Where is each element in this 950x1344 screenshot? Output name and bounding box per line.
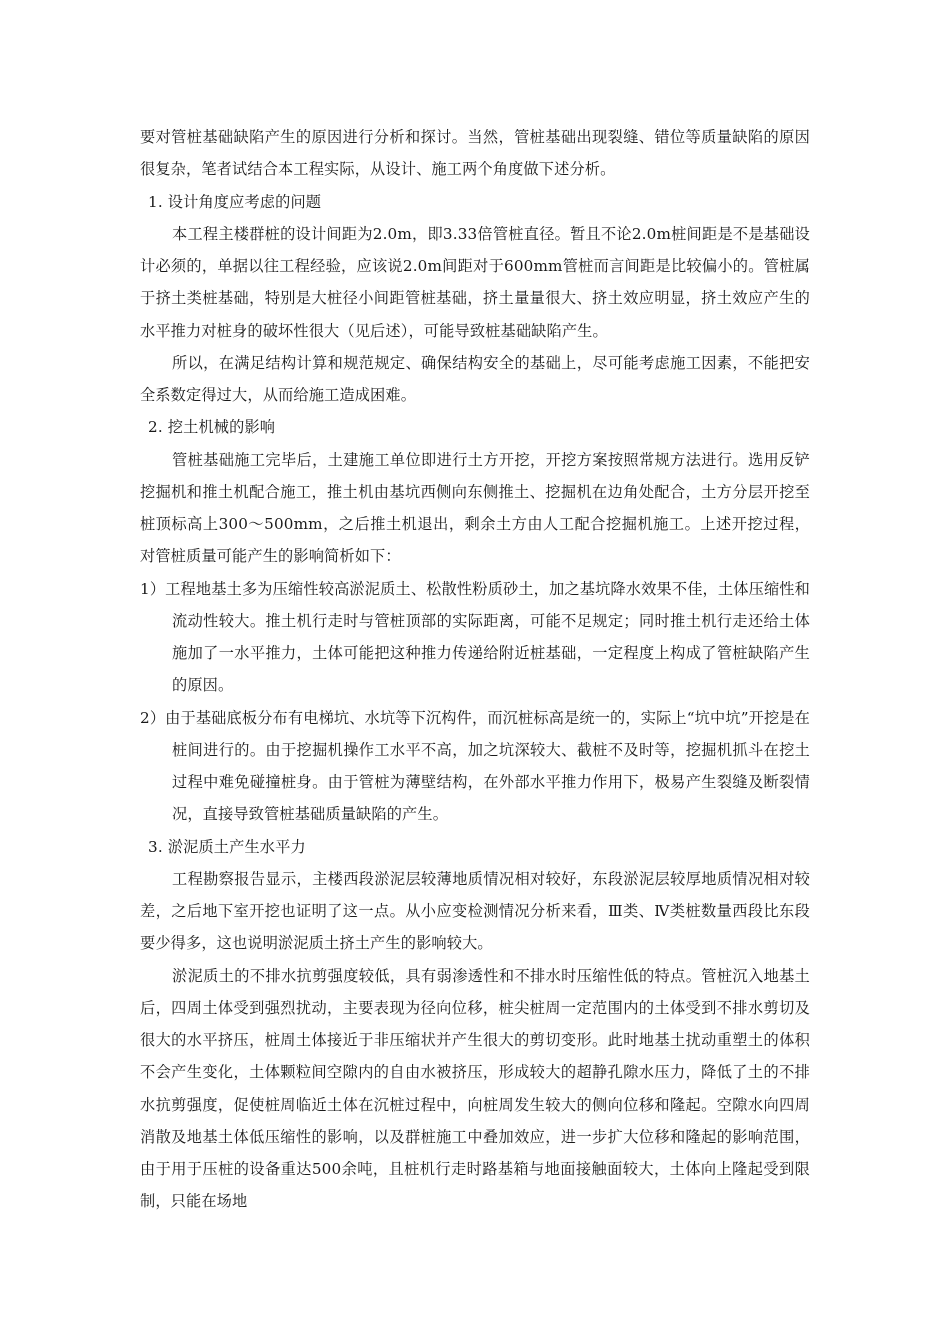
list-item-2: 2）由于基础底板分布有电梯坑、水坑等下沉构件，而沉桩标高是统一的，实际上“坑中坑”开挖是在桩间进行的。由于挖掘机操作工水平不高，加之坑深较大、截桩不及时等，挖掘机抓斗在挖土过程中难免碰撞桩身。由于管桩为薄壁结构，在外部水平推力作用下，极易产生裂缝及断裂情况，直接导致管桩基础质量缺陷的产生。 xyxy=(140,708,810,824)
paragraph-design-conclusion: 所以，在满足结构计算和规范规定、确保结构安全的基础上，尽可能考虑施工因素，不能把安全系数定得过大，从而给施工造成困难。 xyxy=(140,353,810,404)
section-heading-3: 3. 淤泥质土产生水平力 xyxy=(148,837,306,856)
paragraph-intro-continuation: 要对管桩基础缺陷产生的原因进行分析和探讨。当然，管桩基础出现裂缝、错位等质量缺陷的原因很复杂，笔者试结合本工程实际，从设计、施工两个角度做下述分析。 xyxy=(140,128,810,179)
paragraph-design-spacing: 本工程主楼群桩的设计间距为2.0m，即3.33倍管桩直径。暂且不论2.0m桩间距是不是基础设计必须的，单据以往工程经验，应该说2.0m间距对于600mm管桩而言间距是比较偏小的。管桩属于挤土类桩基础，特别是大桩径小间距管桩基础，挤土量量很大、挤土效应明显，挤土效应产生的水平推力对桩身的破坏性很大（见后述），可能导致桩基础缺陷产生。 xyxy=(140,224,810,340)
section-heading-1: 1. 设计角度应考虑的问题 xyxy=(148,192,322,211)
section-heading-2: 2. 挖土机械的影响 xyxy=(148,418,276,437)
document-body xyxy=(140,121,810,1218)
list-item-1: 1）工程地基土多为压缩性较高淤泥质土、松散性粉质砂土，加之基坑降水效果不佳，土体压缩性和流动性较大。推土机行走时与管桩顶部的实际距离，可能不足规定；同时推土机行走还给土体施加了一水平推力，土体可能把这种推力传递给附近桩基础，一定程度上构成了管桩缺陷产生的原因。 xyxy=(140,579,810,695)
paragraph-survey-report: 工程勘察报告显示，主楼西段淤泥层较薄地质情况相对较好，东段淤泥层较厚地质情况相对较差，之后地下室开挖也证明了这一点。从小应变检测情况分析来看，Ⅲ类、Ⅳ类桩数量西段比东段要少得多，这也说明淤泥质土挤土产生的影响较大。 xyxy=(140,869,810,953)
paragraph-excavation-method: 管桩基础施工完毕后，土建施工单位即进行土方开挖，开挖方案按照常规方法进行。选用反铲挖掘机和推土机配合施工，推土机由基坑西侧向东侧推土、挖掘机在边角处配合，土方分层开挖至桩顶标高上300～500mm，之后推土机退出，剩余土方由人工配合挖掘机施工。上述开挖过程，对管桩质量可能产生的影响简析如下： xyxy=(140,450,810,566)
paragraph-silt-analysis: 淤泥质土的不排水抗剪强度较低，具有弱渗透性和不排水时压缩性低的特点。管桩沉入地基土后，四周土体受到强烈扰动，主要表现为径向位移，桩尖桩周一定范围内的土体受到不排水剪切及很大的水平挤压，桩周土体接近于非压缩状并产生很大的剪切变形。此时地基土扰动重塑土的体积不会产生变化，土体颗粒间空隙内的自由水被挤压，形成较大的超静孔隙水压力，降低了土的不排水抗剪强度，促使桩周临近土体在沉桩过程中，向桩周发生较大的侧向位移和隆起。空隙水向四周消散及地基土体低压缩性的影响，以及群桩施工中叠加效应，进一步扩大位移和隆起的影响范围，由于用于压桩的设备重达500余吨，且桩机行走时路基箱与地面接触面较大，土体向上隆起受到限制，只能在场地 xyxy=(140,966,810,1211)
